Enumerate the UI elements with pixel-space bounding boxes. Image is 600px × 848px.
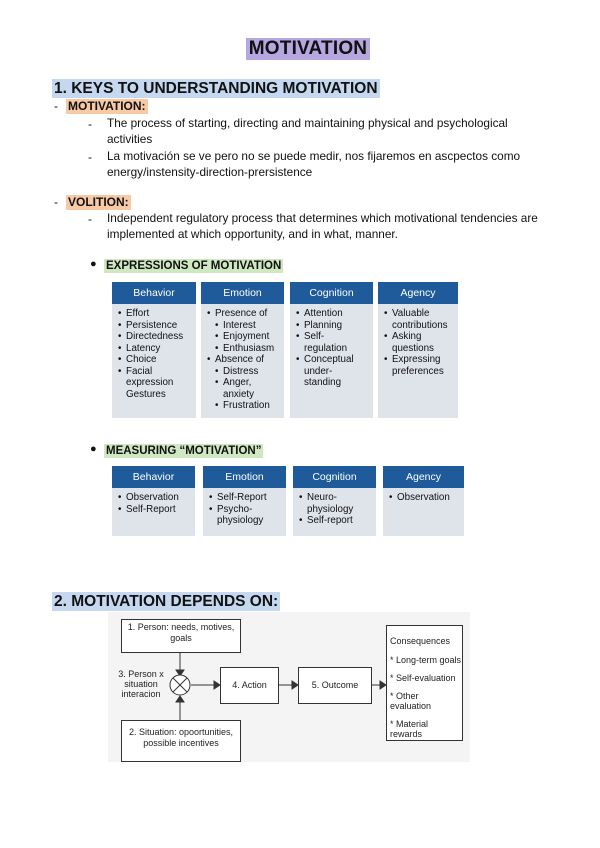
- card-item: • Self-report: [299, 515, 376, 527]
- card-header: Cognition: [293, 466, 376, 488]
- volition-point: Independent regulatory process that determines which motivational tendencies are implemented at which opportunity, and in what, manner.: [107, 211, 538, 241]
- card-item: • Self-Report: [209, 492, 286, 504]
- card-item: • Directedness: [118, 331, 196, 343]
- consequence-item: * Self-evaluation: [390, 673, 456, 683]
- person-box: 1. Person: needs, motives, goals: [121, 619, 241, 653]
- card-header: Agency: [383, 466, 464, 488]
- card-item: • Attention: [296, 308, 373, 320]
- card-subitem: • Distress: [207, 366, 284, 378]
- consequence-item: * Other evaluation: [390, 691, 432, 711]
- card-header: Behavior: [112, 466, 195, 488]
- section2-heading: 2. MOTIVATION DEPENDS ON:: [54, 593, 279, 610]
- card-item: • Neuro-physiology: [299, 492, 357, 515]
- card-subitem: • Enjoyment: [207, 331, 284, 343]
- motivation-point: La motivación se ve pero no se puede medir, nos fijaremos en ascpectos como energy/instensity-direction-prersistence: [107, 149, 521, 179]
- consequence-item: * Material rewards: [390, 719, 429, 739]
- motivation-label: MOTIVATION:: [68, 99, 146, 113]
- card-item: • Facial expression Gestures: [118, 366, 186, 401]
- card-item: • Observation: [118, 492, 195, 504]
- dash-marker: -: [88, 150, 92, 164]
- situation-box: 2. Situation: opoortunities, possible incentives: [121, 720, 241, 762]
- arrow-head: [176, 696, 184, 702]
- card-subitem: • Anger, anxiety: [207, 377, 273, 400]
- card-item: • Choice: [118, 354, 196, 366]
- card-header: Emotion: [201, 282, 284, 304]
- card-item: • Self-Report: [118, 504, 195, 516]
- card-item: • Presence of: [207, 308, 284, 320]
- card-subitem: • Interest: [207, 320, 284, 332]
- card-item: • Planning: [296, 320, 373, 332]
- card-header: Behavior: [112, 282, 196, 304]
- motivation-point: The process of starting, directing and maintaining physical and psychological activities: [107, 116, 508, 146]
- card-item: • Conceptual under-standing: [296, 354, 359, 389]
- card-item: • Psycho-physiology: [209, 504, 267, 527]
- card-item: • Persistence: [118, 320, 196, 332]
- card-header: Emotion: [203, 466, 286, 488]
- card-item: • Asking questions: [384, 331, 442, 354]
- expressions-heading: EXPRESSIONS OF MOTIVATION: [106, 260, 282, 272]
- consequences-title: Consequences: [390, 636, 451, 646]
- dash-marker: -: [54, 99, 58, 113]
- card-header: Cognition: [290, 282, 373, 304]
- card-item: • Absence of: [207, 354, 284, 366]
- volition-label: VOLITION:: [68, 195, 129, 209]
- card-subitem: • Frustration: [207, 400, 284, 412]
- bullet-dot: ●: [90, 443, 97, 455]
- card-item: • Valuable contributions: [384, 308, 454, 331]
- card-item: • Effort: [118, 308, 196, 320]
- card-header: Agency: [378, 282, 458, 304]
- card-item: • Observation: [389, 492, 464, 504]
- dash-marker: -: [88, 117, 92, 131]
- card-item: • Latency: [118, 343, 196, 355]
- consequence-item: * Long-term goals: [390, 655, 462, 665]
- page-title: MOTIVATION: [246, 38, 370, 60]
- dash-marker: -: [88, 212, 92, 226]
- bullet-dot: ●: [90, 258, 97, 270]
- dash-marker: -: [54, 195, 58, 209]
- action-box: 4. Action: [220, 667, 279, 704]
- outcome-box: 5. Outcome: [298, 667, 372, 704]
- section1-heading: 1. KEYS TO UNDERSTANDING MOTIVATION: [54, 80, 378, 97]
- card-subitem: • Enthusiasm: [207, 343, 284, 355]
- card-item: • Self-regulation: [296, 331, 354, 354]
- measuring-heading: MEASURING “MOTIVATION”: [106, 445, 262, 457]
- card-item: • Expressing preferences: [384, 354, 454, 377]
- consequences-box: [386, 625, 463, 741]
- interaction-label: 3. Person x situation interacion: [118, 669, 164, 699]
